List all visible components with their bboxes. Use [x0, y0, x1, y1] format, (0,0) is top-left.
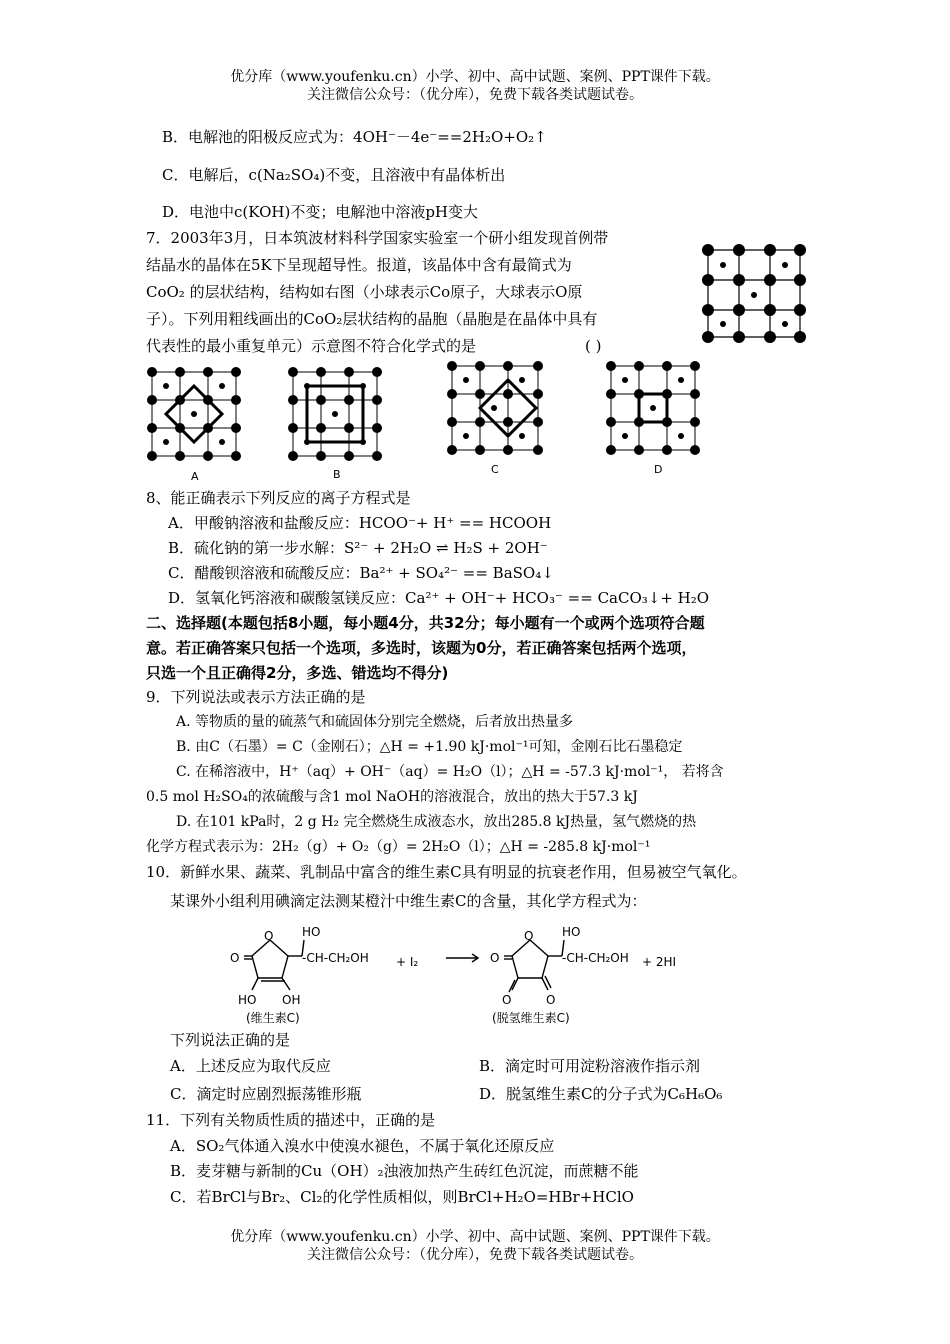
footer-line-1: 优分库（www.youfenku.cn）小学、初中、高中试题、案例、PPT课件下载。 — [230, 1229, 720, 1245]
rxn-side-chain-left: -CH-CH₂OH — [302, 951, 369, 965]
q6-option-c: C．电解后，c(Na₂SO₄)不变，且溶液中有晶体析出 — [162, 166, 506, 184]
lattice-option-d — [605, 360, 701, 456]
rxn-o-b: O — [546, 993, 556, 1007]
rxn-o-ring-left: O — [264, 929, 274, 943]
rxn-plus-i2: + I₂ — [396, 955, 419, 969]
coo2-lattice-figure — [698, 240, 810, 345]
rxn-o-a: O — [502, 993, 512, 1007]
section2-line-1: 二、选择题(本题包括8小题，每小题4分，共32分；每小题有一个或两个选项符合题 — [146, 614, 705, 632]
q11-stem: 11．下列有关物质性质的描述中，正确的是 — [146, 1111, 436, 1129]
rxn-o-keto-left: O — [230, 951, 240, 965]
q7-line-3: CoO₂ 的层状结构，结构如右图（小球表示Co原子，大球表示O原 — [146, 283, 583, 301]
q9-option-a: A. 等物质的量的硫蒸气和硫固体分别完全燃烧，后者放出热量多 — [176, 714, 574, 730]
q9-option-b: B. 由C（石墨）= C（金刚石）；△H = +1.90 kJ·mol⁻¹可知，金刚石比石墨稳定 — [176, 739, 683, 755]
q6-option-d: D．电池中c(KOH)不变；电解池中溶液pH变大 — [162, 203, 478, 221]
q10-option-d: D．脱氢维生素C的分子式为C₆H₆O₆ — [479, 1085, 723, 1103]
q8-option-a: A．甲酸钠溶液和盐酸反应：HCOO⁻+ H⁺ == HCOOH — [168, 514, 552, 532]
lattice-label-d: D — [654, 463, 663, 476]
q8-stem: 8、能正确表示下列反应的离子方程式是 — [146, 489, 411, 507]
q9-stem: 9．下列说法或表示方法正确的是 — [146, 688, 366, 706]
q10-stem: 下列说法正确的是 — [170, 1031, 291, 1049]
q7-line-2: 结晶水的晶体在5K下呈现超导性。报道，该晶体中含有最简式为 — [146, 256, 572, 274]
rxn-ho-a: HO — [238, 993, 257, 1007]
rxn-oh-b: OH — [282, 993, 301, 1007]
q9-option-c-line-1: C. 在稀溶液中，H⁺（aq）+ OH⁻（aq）= H₂O（l）；△H = -57.3 kJ·mol⁻¹， 若将含 — [176, 764, 724, 780]
section2-line-3: 只选一个且正确得2分，多选、错选均不得分) — [146, 664, 449, 682]
q7-line-4: 子）。下列用粗线画出的CoO₂层状结构的晶胞（晶胞是在晶体中具有 — [146, 310, 598, 328]
q11-option-b: B．麦芽糖与新制的Cu（OH）₂浊液加热产生砖红色沉淀，而蔗糖不能 — [170, 1162, 639, 1180]
rxn-plus-hi: + 2HI — [642, 955, 677, 969]
lattice-label-c: C — [491, 463, 499, 476]
footer-line-2: 关注微信公众号：（优分库），免费下载各类试题试卷。 — [307, 1247, 643, 1263]
q8-option-b: B．硫化钠的第一步水解：S²⁻ + 2H₂O ⇌ H₂S + 2OH⁻ — [168, 539, 548, 557]
rxn-ho-right: HO — [562, 925, 581, 939]
rxn-label-vitamin-c: (维生素C) — [246, 1011, 300, 1025]
lattice-label-b: B — [333, 468, 341, 481]
q10-option-a: A．上述反应为取代反应 — [170, 1057, 331, 1075]
lattice-option-b — [287, 366, 383, 462]
q9-option-c-line-2: 0.5 mol H₂SO₄的浓硫酸与含1 mol NaOH的溶液混合，放出的热大于57.3 kJ — [146, 789, 638, 805]
rxn-side-chain-right: -CH-CH₂OH — [562, 951, 629, 965]
lattice-option-c — [446, 360, 546, 456]
section2-line-2: 意。若正确答案只包括一个选项，多选时，该题为0分，若正确答案包括两个选项， — [146, 639, 697, 657]
q9-option-d-line-2: 化学方程式表示为：2H₂（g）+ O₂（g）= 2H₂O（l）；△H = -285.8 kJ·mol⁻¹ — [146, 839, 651, 855]
rxn-label-dehydro-vitamin-c: (脱氢维生素C) — [492, 1011, 570, 1025]
q11-option-c: C．若BrCl与Br₂、Cl₂的化学性质相似，则BrCl+H₂O=HBr+HClO — [170, 1188, 634, 1206]
q10-option-c: C．滴定时应剧烈振荡锥形瓶 — [170, 1085, 362, 1103]
vitamin-c-reaction-scheme — [230, 918, 700, 1028]
q8-option-d: D．氢氧化钙溶液和碳酸氢镁反应：Ca²⁺ + OH⁻+ HCO₃⁻ == CaCO₃↓+ H₂O — [168, 589, 710, 607]
rxn-ho-left: HO — [302, 925, 321, 939]
q9-option-d-line-1: D. 在101 kPa时，2 g H₂ 完全燃烧生成液态水，放出285.8 kJ热量，氢气燃烧的热 — [176, 814, 697, 830]
q6-option-b: B．电解池的阳极反应式为：4OH⁻－4e⁻==2H₂O+O₂↑ — [162, 128, 547, 146]
q8-option-c: C．醋酸钡溶液和硫酸反应：Ba²⁺ + SO₄²⁻ == BaSO₄↓ — [168, 564, 554, 582]
q10-option-b: B．滴定时可用淀粉溶液作指示剂 — [479, 1057, 701, 1075]
q7-answer-bracket: ( ) — [585, 337, 602, 355]
lattice-option-a — [146, 366, 242, 462]
lattice-label-a: A — [191, 470, 199, 483]
q7-line-5: 代表性的最小重复单元）示意图不符合化学式的是 — [146, 337, 477, 355]
rxn-o-ring-right: O — [524, 929, 534, 943]
rxn-o-keto-right: O — [490, 951, 500, 965]
q10-line-1: 10．新鲜水果、蔬菜、乳制品中富含的维生素C具有明显的抗衰老作用，但易被空气氧化。 — [146, 863, 747, 881]
q7-line-1: 7．2003年3月，日本筑波材料科学国家实验室一个研小组发现首例带 — [146, 229, 609, 247]
q10-line-2: 某课外小组利用碘滴定法测某橙汁中维生素C的含量，其化学方程式为： — [170, 892, 647, 910]
header-line-1: 优分库（www.youfenku.cn）小学、初中、高中试题、案例、PPT课件下载。 — [230, 69, 720, 85]
header-line-2: 关注微信公众号：（优分库），免费下载各类试题试卷。 — [307, 87, 643, 103]
q11-option-a: A．SO₂气体通入溴水中使溴水褪色，不属于氧化还原反应 — [170, 1137, 555, 1155]
